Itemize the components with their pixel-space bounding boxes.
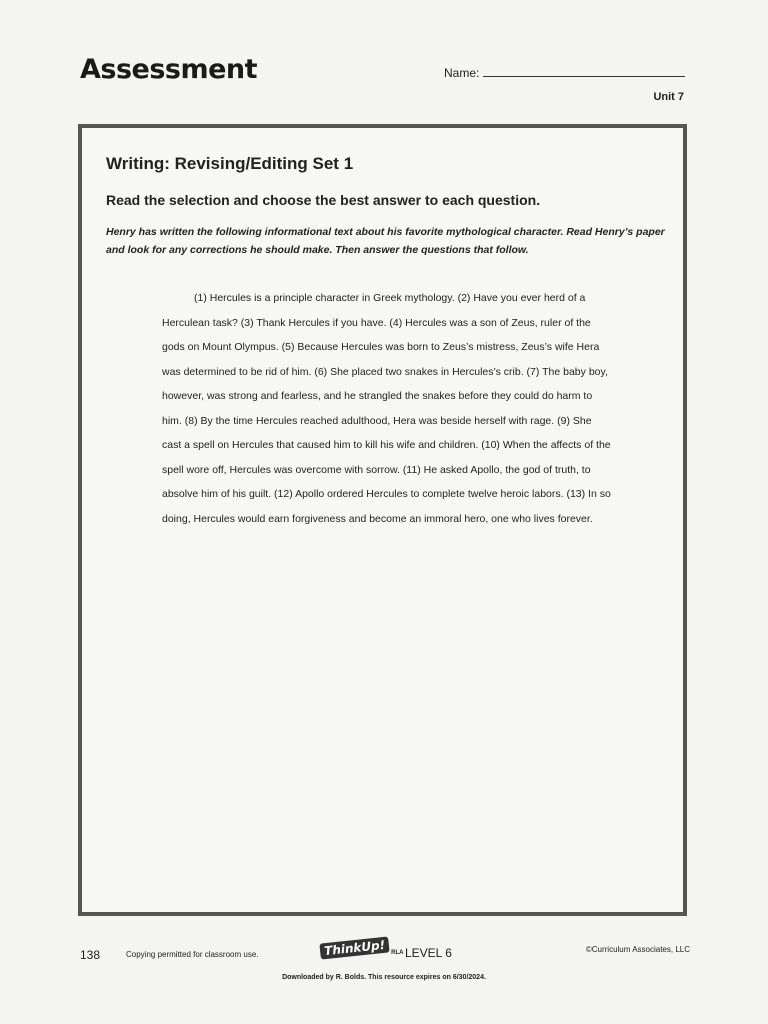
section-title: Writing: Revising/Editing Set 1	[106, 154, 354, 173]
page-title: Assessment	[80, 54, 258, 85]
assessment-frame	[78, 124, 687, 916]
copyright: ©Curriculum Associates, LLC	[585, 945, 690, 954]
copy-notice: Copying permitted for classroom use.	[126, 950, 259, 959]
name-line	[483, 75, 685, 77]
download-notice: Downloaded by R. Bolds. This resource expires on 6/30/2024.	[282, 974, 486, 981]
unit-label: Unit 7	[653, 91, 684, 103]
thinkup-logo	[320, 937, 404, 959]
level-label: LEVEL 6	[405, 946, 452, 960]
name-label: Name:	[444, 66, 480, 80]
intro-text: Henry has written the following informational text about his favorite mythological character. Read Henry’s paper and look for any corrections he should make. Then answer the questions that follow.	[106, 226, 665, 256]
logo-sub: RLA	[391, 950, 404, 956]
name-field	[444, 66, 685, 80]
passage	[162, 286, 612, 531]
passage-text: (1) Hercules is a principle character in Greek mythology. (2) Have you ever herd of a Herculean task? (3) Thank Hercules if you have. (4) Hercules was a son of Zeus, ruler of the gods on Mount Olympus. (5) Because Hercules was born to Zeus’s mistress, Zeus’s wife Hera was determined to be rid of him. (6) She placed two snakes in Hercules’s crib. (7) The baby boy, however, was strong and fearless, and he strangled the snakes before they could do harm to him. (8) By the time Hercules reached adulthood, Hera was beside herself with rage. (9) She cast a spell on Hercules that caused him to kill his wife and children. (10) When the affects of the spell wore off, Hercules was overcome with sorrow. (11) He asked Apollo, the god of truth, to absolve him of his guilt. (12) Apollo ordered Hercules to complete twelve heroic labors. (13) In so doing, Hercules would earn forgiveness and become an immoral hero, one who lives forever.	[162, 292, 611, 525]
page-number: 138	[80, 948, 101, 962]
instructions: Read the selection and choose the best answer to each question.	[106, 192, 541, 208]
logo-text: ThinkUp!	[319, 936, 389, 959]
